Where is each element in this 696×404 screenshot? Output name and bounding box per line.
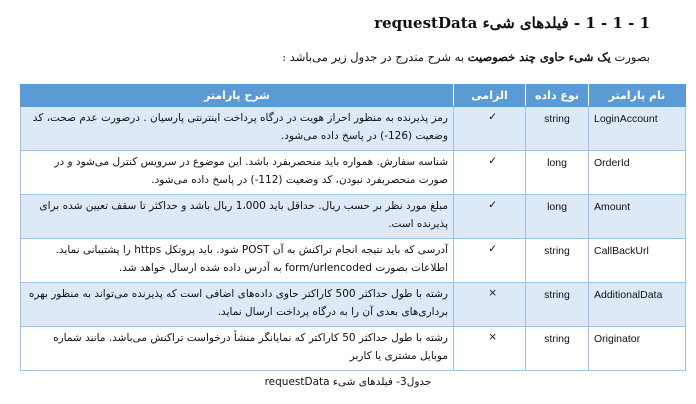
intro-bold-two: حاوی چند خصوصیت <box>467 50 566 64</box>
table-row <box>21 151 686 195</box>
intro-bold-one: یک شیء <box>568 50 611 64</box>
param-type: string <box>526 327 589 371</box>
table-row <box>21 195 686 239</box>
parameters-table <box>20 84 686 371</box>
required-check-icon: ✓ <box>454 151 526 195</box>
header-description: شرح پارامتر <box>21 85 454 107</box>
table-header-row <box>21 85 686 107</box>
required-check-icon: ✓ <box>454 107 526 151</box>
param-description: رمز پذیرنده به منظور احراز هویت در درگاه پرداخت اینترنتی پارسیان . درصورت عدم صحت، کد وضعیت (126-) در پاسخ داده می‌شود. <box>21 107 454 151</box>
param-name: OrderId <box>589 151 686 195</box>
param-description: رشته با طول حداکثر 50 کاراکتر که نمایانگر منشأ درخواست تراکنش می‌باشد. مانند شماره موبایل مشتری یا کاربر <box>21 327 454 371</box>
param-name: Originator <box>589 327 686 371</box>
table-row <box>21 107 686 151</box>
param-description: رشته با طول حداکثر 500 کاراکتر حاوی داده‌های اضافی است که پذیرنده می‌تواند به منظور بهره برداری‌های بعدی آن را به درگاه پرداخت ارسال نماید. <box>21 283 454 327</box>
not-required-cross-icon: × <box>454 327 526 371</box>
param-name: AdditionalData <box>589 283 686 327</box>
table-row <box>21 239 686 283</box>
param-description: شناسه سفارش. همواره باید منحصربفرد باشد. این موضوع در سرویس کنترل می‌شود و در صورت منحصربفرد نبودن، کد وضعیت (112-) در پاسخ داده می‌شود. <box>21 151 454 195</box>
section-heading: 1 - 1 - 1 - فیلدهای شیء requestData <box>374 14 650 32</box>
required-check-icon: ✓ <box>454 195 526 239</box>
table-row <box>21 327 686 371</box>
param-name: Amount <box>589 195 686 239</box>
param-description: مبلغ مورد نظر بر حسب ریال. حداقل باید 1،000 ریال باشد و حداکثر تا سقف تعیین شده برای پذیرنده است. <box>21 195 454 239</box>
table-caption: جدول3- فیلدهای شیء requestData <box>264 376 432 388</box>
intro-suffix: به شرح مندرج در جدول زیر می‌باشد : <box>282 50 468 64</box>
param-type: long <box>526 151 589 195</box>
param-name: CallBackUrl <box>589 239 686 283</box>
param-type: long <box>526 195 589 239</box>
header-required: الزامی <box>454 85 526 107</box>
required-check-icon: ✓ <box>454 239 526 283</box>
table-row <box>21 283 686 327</box>
param-type: string <box>526 239 589 283</box>
param-description: آدرسی که باید نتیجه انجام تراکنش به آن POST شود. باید پروتکل https را پشتیبانی نماید. اطلاعات بصورت form/urlencoded به آدرس داده شده ارسال خواهد شد. <box>21 239 454 283</box>
header-type: نوع داده <box>526 85 589 107</box>
not-required-cross-icon: × <box>454 283 526 327</box>
param-type: string <box>526 283 589 327</box>
intro-paragraph <box>282 50 650 64</box>
header-name: نام پارامتر <box>589 85 686 107</box>
intro-prefix: بصورت <box>610 50 650 64</box>
param-name: LoginAccount <box>589 107 686 151</box>
param-type: string <box>526 107 589 151</box>
